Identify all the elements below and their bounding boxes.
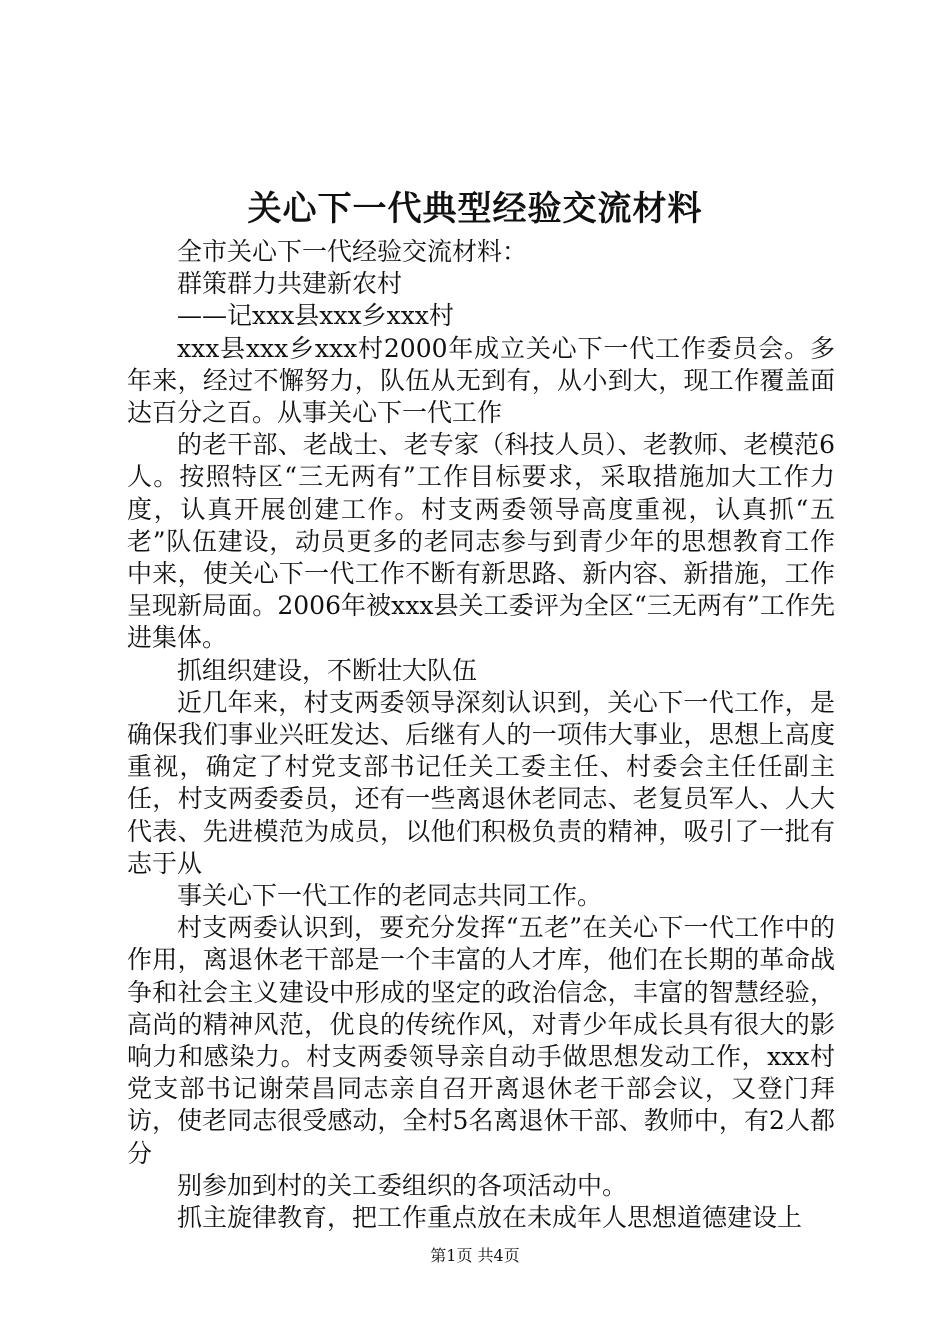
paragraph: 事关心下一代工作的老同志共同工作。 <box>177 881 603 911</box>
paragraph: 村支两委认识到，要充分发挥“五老”在关心下一代工作中的作用，离退休老干部是一个丰富的人才库，他们在长期的革命战争和社会主义建设中形成的坚定的政治信念，丰富的智慧经验，高尚的精神风范，优良的传统作风，对青少年成长具有很大的影响力和感染力。村支两委领导亲自动手做思想发动工作，xxx村党支部书记谢荣昌同志亲自召开离退休老干部会议，又登门拜访，使老同志很受感动，全村5名离退休干部、教师中，有2人都分 <box>127 913 835 1168</box>
document-body <box>127 236 835 1234</box>
section-heading: 抓组织建设，不断壮大队伍 <box>177 655 478 685</box>
document-title: 关心下一代典型经验交流材料 <box>247 189 703 229</box>
paragraph: 的老干部、老战士、老专家（科技人员）、老教师、老模范6人。按照特区“三无两有”工作目标要求，采取措施加大工作力度，认真开展创建工作。村支两委领导高度重视，认真抓“五老”队伍建设，动员更多的老同志参与到青少年的思想教育工作中来，使关心下一代工作不断有新思路、新内容、新措施，工作呈现新局面。2006年被xxx县关工委评为全区“三无两有”工作先进集体。 <box>127 430 835 653</box>
paragraph: xxx县xxx乡xxx村2000年成立关心下一代工作委员会。多年来，经过不懈努力，队伍从无到有，从小到大，现工作覆盖面达百分之百。从事关心下一代工作 <box>127 333 835 428</box>
section-heading: 抓主旋律教育，把工作重点放在未成年人思想道德建设上 <box>177 1203 803 1233</box>
paragraph: 别参加到村的关工委组织的各项活动中。 <box>177 1170 628 1200</box>
paragraph: 近几年来，村支两委领导深刻认识到，关心下一代工作，是确保我们事业兴旺发达、后继有人的一项伟大事业，思想上高度重视，确定了村党支部书记任关工委主任、村委会主任任副主任，村支两委委员，还有一些离退休老同志、老复员军人、人大代表、先进模范为成员，以他们积极负责的精神，吸引了一批有志于从 <box>127 687 835 878</box>
paragraph: 全市关心下一代经验交流材料： <box>177 237 528 266</box>
paragraph: 群策群力共建新农村 <box>177 269 403 299</box>
paragraph: ——记xxx县xxx乡xxx村 <box>177 301 454 331</box>
page-footer: 第1页 共4页 <box>430 1246 520 1265</box>
